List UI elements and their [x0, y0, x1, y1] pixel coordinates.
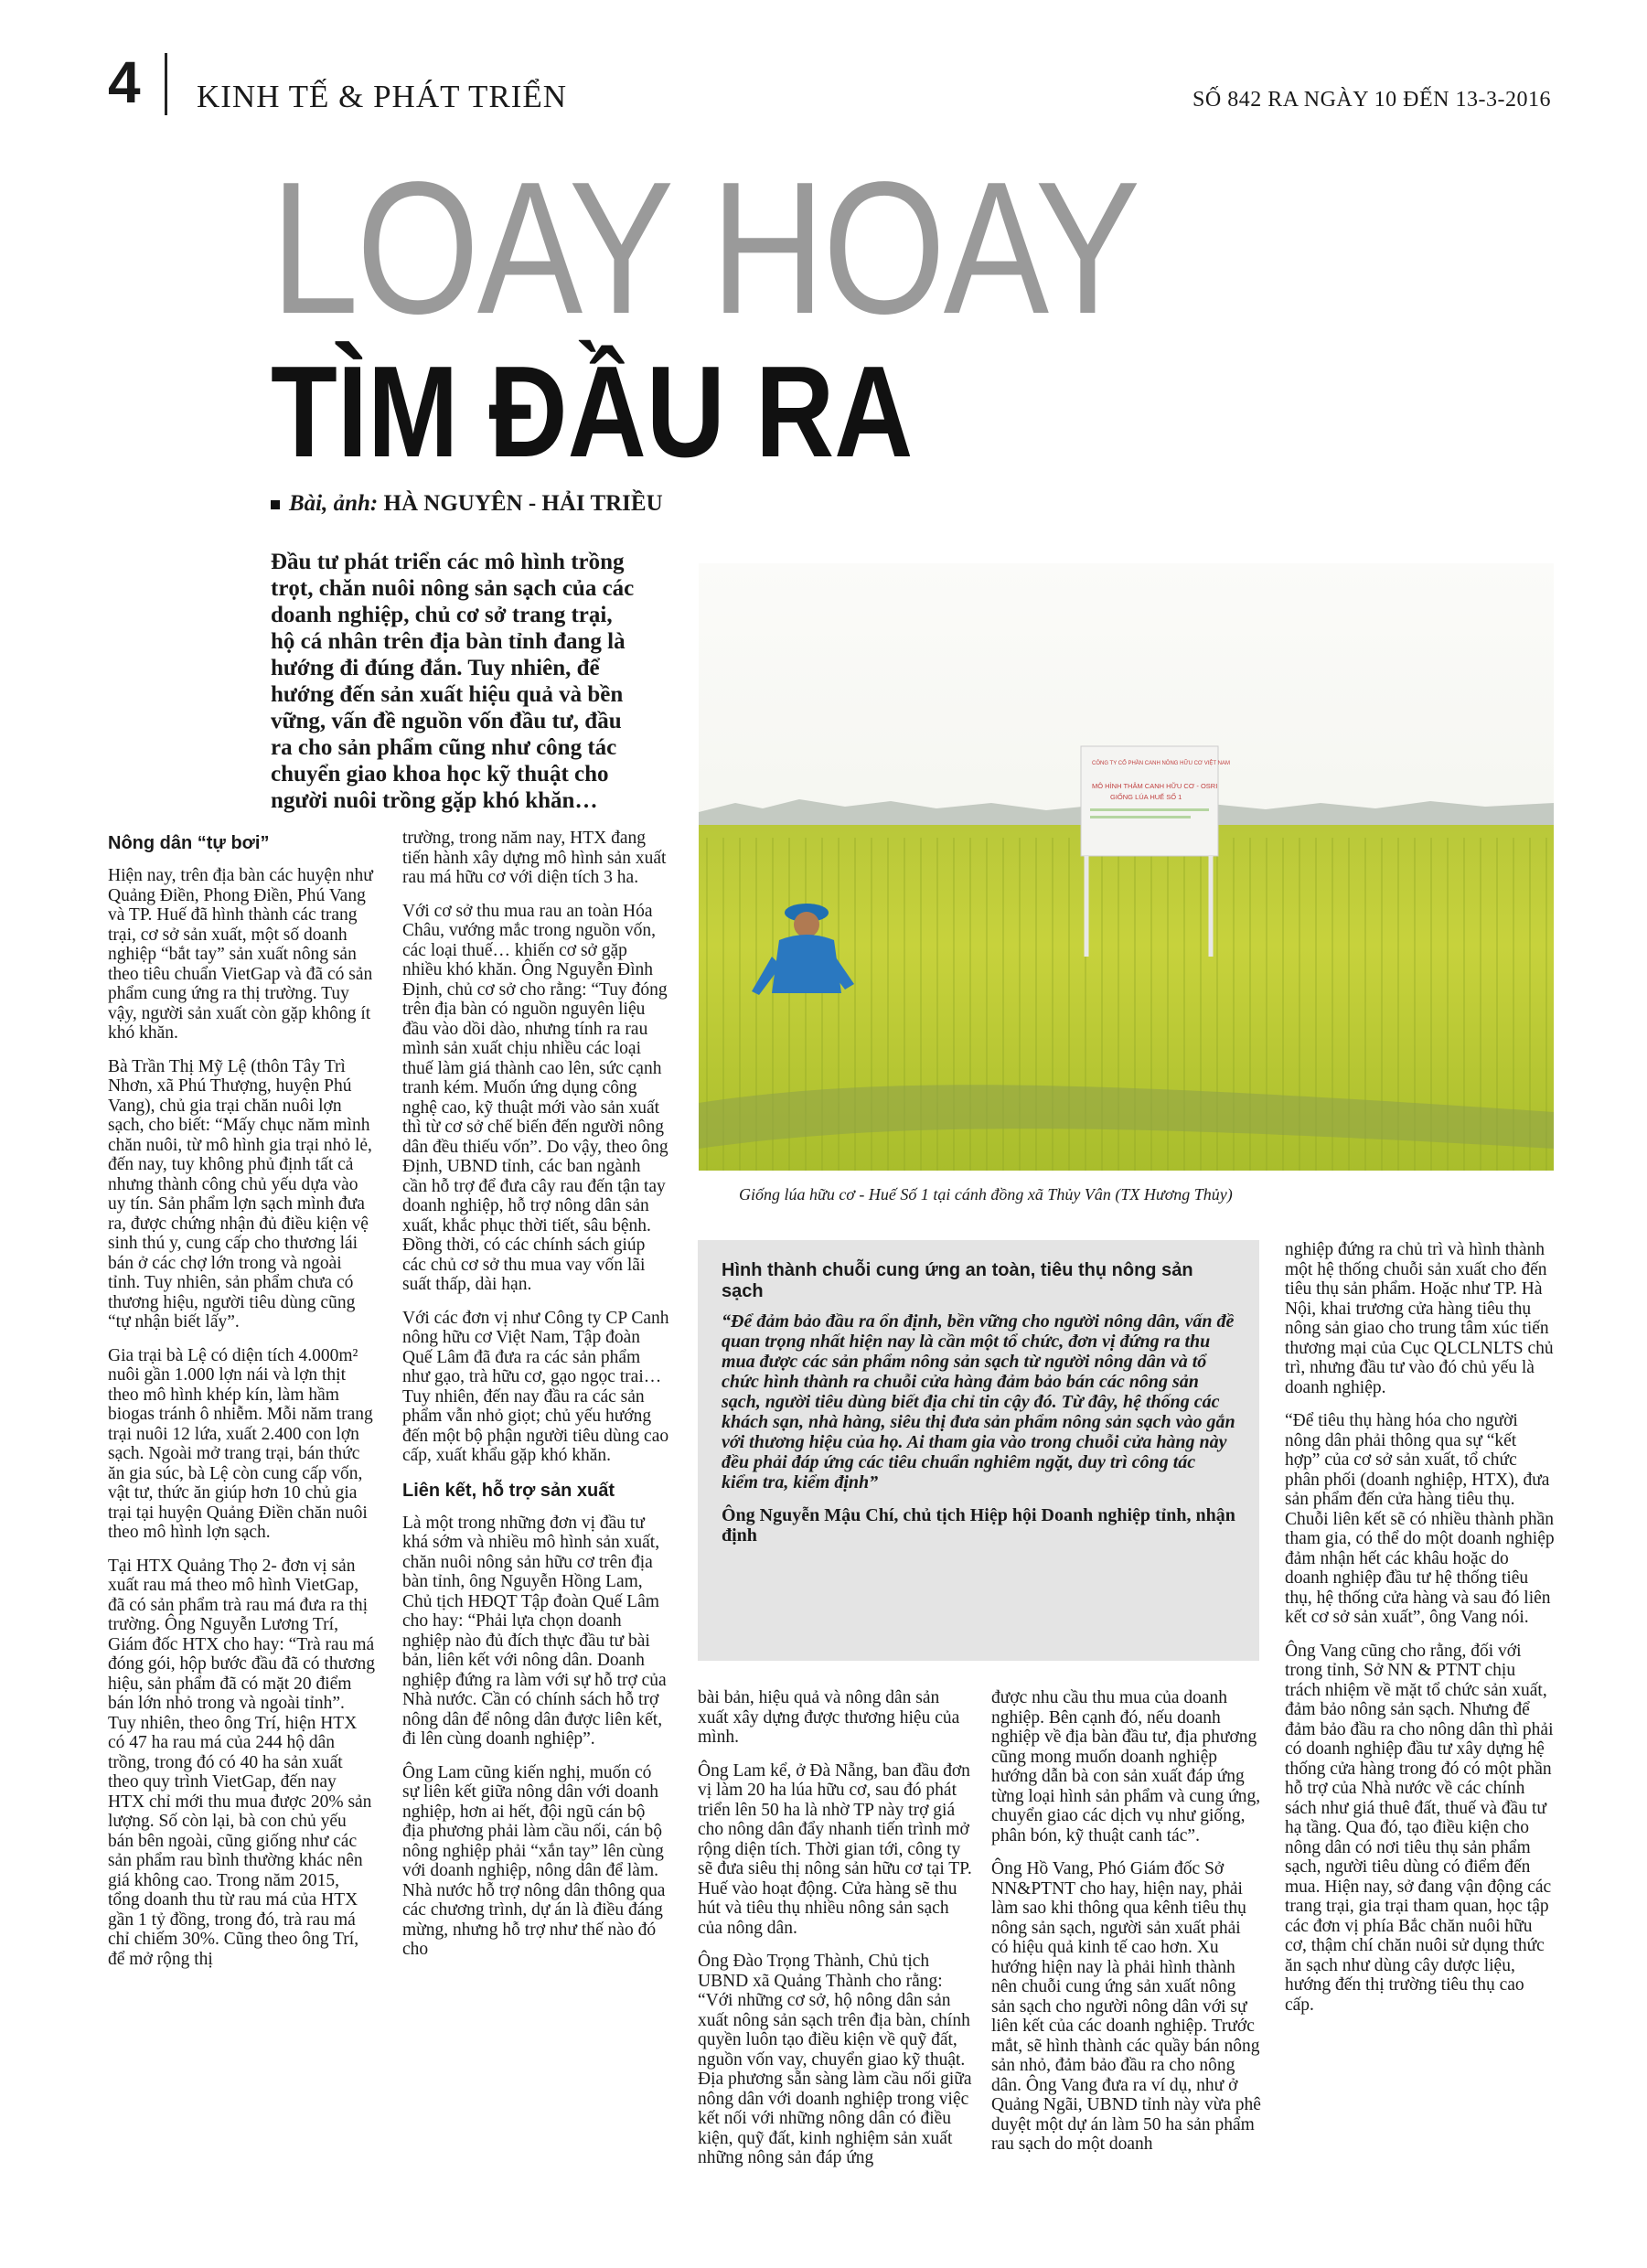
paragraph: Ông Lam kể, ở Đà Nẵng, ban đầu đơn vị làm 20 ha lúa hữu cơ, sau đó phát triển lên 50 ha là nhờ TP này trợ giá cho nông dân đẩy nhanh tiến trình mở rộng diện tích. Thời gian tới, công ty sẽ đưa siêu thị nông sản hữu cơ tại TP. Huế vào hoạt động. Cửa hàng sẽ thu hút và tiêu thụ nhiều nông sản sạch của nông dân. — [698, 1760, 972, 1938]
box-heading: Hình thành chuỗi cung ứng an toàn, tiêu thụ nông sản sạch — [722, 1260, 1193, 1301]
lead-paragraph: Đầu tư phát triển các mô hình trồng trọt, chăn nuôi nông sản sạch của các doanh nghiệp, chủ cơ sở trang trại, hộ cá nhân trên địa bàn tỉnh đang là hướng đi đúng đắn. Tuy nhiên, để hướng đến sản xuất hiệu quả và bền vững, vấn đề nguồn vốn đầu tư, đầu ra cho sản phẩm cũng như công tác chuyển giao khoa học kỹ thuật cho người nuôi trồng gặp khó khăn… — [271, 550, 635, 813]
issue-info: SỐ 842 RA NGÀY 10 ĐẾN 13-3-2016 — [1192, 88, 1551, 112]
paragraph: Ông Đào Trọng Thành, Chủ tịch UBND xã Quảng Thành cho rằng: “Với những cơ sở, hộ nông dân sản xuất nông sản sạch trên địa bàn, chính quyền luôn tạo điều kiện về quỹ đất, nguồn vốn vay, chuyển giao kỹ thuật. Địa phương sẵn sàng làm cầu nối giữa nông dân với doanh nghiệp trong việc kết nối với những nông dân có điều kiện, quỹ đất, kinh nghiệm sản xuất những nông sản đáp ứng — [698, 1952, 972, 2167]
sidebar-quote-box — [698, 1240, 1259, 1661]
sign-variety: GIỐNG LÚA HUẾ SỐ 1 — [1110, 793, 1182, 801]
column-2 — [402, 829, 669, 1974]
header-divider — [165, 53, 167, 115]
paragraph: Bà Trần Thị Mỹ Lệ (thôn Tây Trì Nhơn, xã Phú Thượng, huyện Phú Vang), chủ gia trại chăn nuôi lợn sạch, cho biết: “Mấy chục năm mình chăn nuôi, từ mô hình gia trại nhỏ lẻ, đến nay, tuy không phủ định tất cả nhưng thành công chủ yếu dựa vào uy tín. Sản phẩm lợn sạch mình đưa ra, được chứng nhận đủ điều kiện vệ sinh thú y, cung cấp cho thương lái bán ở các chợ lớn trong và ngoài tỉnh. Tuy nhiên, sản phẩm chưa có thương hiệu, người tiêu dùng cũng “tự nhận biết lấy”. — [108, 1056, 372, 1332]
paragraph: Hiện nay, trên địa bàn các huyện như Quảng Điền, Phong Điền, Phú Vang và TP. Huế đã hình thành các trang trại, cơ sở sản xuất, một số doanh nghiệp “bắt tay” sản xuất nông sản theo tiêu chuẩn VietGap và đã có sản phẩm cung ứng ra thị trường. Tuy vậy, người sản xuất còn gặp không ít khó khăn. — [108, 866, 373, 1043]
paragraph: nghiệp đứng ra chủ trì và hình thành một hệ thống chuỗi sản xuất cho đến tiêu thụ sản phẩm. Hoặc như TP. Hà Nội, khai trương cửa hàng tiêu thụ nông sản giao cho trung tâm xúc tiến thương mại của Cục QLCLNLTS chủ trì, nhưng đầu tư vào đó chủ yếu là doanh nghiệp. — [1285, 1240, 1554, 1397]
byline — [271, 491, 663, 517]
paragraph: bài bản, hiệu quả và nông dân sản xuất xây dựng được thương hiệu của mình. — [698, 1688, 960, 1747]
article-photo — [699, 563, 1554, 1171]
rice-field-photo — [699, 563, 1554, 1171]
section-title: KINH TẾ & PHÁT TRIỂN — [197, 79, 567, 114]
paragraph: Ông Hồ Vang, Phó Giám đốc Sở NN&PTNT cho hay, hiện nay, phải làm sao khi thông qua kênh tiêu thụ nông sản sạch, người sản xuất phải có hiệu quả kinh tế cao hơn. Xu hướng hiện nay là phải hình thành nên chuỗi cung ứng sản xuất nông sản sạch cho người nông dân với sự liên kết của các doanh nghiệp. Trước mắt, sẽ hình thành các quầy bán nông sản nhỏ, đảm bảo đầu ra cho nông dân. Ông Vang đưa ra ví dụ, như ở Quảng Ngãi, UBND tỉnh này vừa phê duyệt một dự án làm 50 ha sản phẩm rau sạch do một doanh — [991, 1859, 1261, 2154]
box-quote: “Để đảm bảo đầu ra ổn định, bền vững cho người nông dân, vấn đề quan trọng nhất hiện nay là cần một tổ chức, đơn vị đứng ra thu mua được các sản phẩm nông sản sạch từ người nông dân và tổ chức hình thành ra chuỗi cửa hàng đảm bảo bán các nông sản sạch, người tiêu dùng biết địa chỉ tin cậy đó. Từ đây, hệ thống các khách sạn, nhà hàng, siêu thị đưa sản phẩm nông sản sạch vào gắn với thương hiệu của họ. Ai tham gia vào trong chuỗi cửa hàng này đều phải đáp ứng các tiêu chuẩn nghiêm ngặt, duy trì công tác kiểm tra, kiểm định” — [722, 1311, 1235, 1492]
paragraph: Tại HTX Quảng Thọ 2- đơn vị sản xuất rau má theo mô hình VietGap, đã có sản phẩm trà rau má đưa ra thị trường. Ông Nguyễn Lương Trí, Giám đốc HTX cho hay: “Trà rau má đóng gói, hộp bước đầu đã có thương hiệu, sản phẩm đã có mặt 20 điểm bán lớn nhỏ trong và ngoài tỉnh”. Tuy nhiên, theo ông Trí, hiện HTX có 47 ha rau má của 244 hộ dân trồng, trong đó có 40 ha sản xuất theo quy trình VietGap, đến nay HTX chỉ mới thu mua được 20% sản lượng. Số còn lại, bà con chủ yếu bán bên ngoài, cũng giống như các sản phẩm rau bình thường khác nên giá không cao. Trong năm 2015, tổng doanh thu từ rau má của HTX gần 1 tỷ đồng, trong đó, trà rau má chỉ chiếm 30%. Cũng theo ông Trí, để mở rộng thị — [108, 1556, 375, 1969]
box-attribution: Ông Nguyễn Mậu Chí, chủ tịch Hiệp hội Doanh nghiệp tỉnh, nhận định — [722, 1505, 1235, 1546]
headline-line-1: LOAY HOAY — [271, 143, 1139, 353]
paragraph: Với cơ sở thu mua rau an toàn Hóa Châu, vướng mắc trong nguồn vốn, các loại thuế… khiến cơ sở gặp nhiều khó khăn. Ông Nguyễn Đình Định, chủ cơ sở cho rằng: “Tuy đóng trên địa bàn có nguồn nguyên liệu đầu vào dồi dào, nhưng tính ra rau mình sản xuất chịu nhiều các loại thuế làm giá thành cao lên, sức cạnh tranh kém. Muốn ứng dụng công nghệ cao, kỹ thuật mới vào sản xuất thì từ cơ sở chế biến đến người nông dân đều thiếu vốn”. Do vậy, theo ông Định, UBND tỉnh, các ban ngành cần hỗ trợ để đưa cây rau đến tận tay doanh nghiệp, hỗ trợ nông dân sản xuất, khắc phục thời tiết, sâu bệnh. Đồng thời, có các chính sách giúp các chủ cơ sở thu mua vay vốn lãi suất thấp, dài hạn. — [402, 901, 668, 1294]
paragraph: Gia trại bà Lệ có diện tích 4.000m² nuôi gần 1.000 lợn nái và lợn thịt theo mô hình khép kín, làm hầm biogas tránh ô nhiễm. Mỗi năm trang trại nuôi 12 lứa, xuất 2.400 con lợn sạch. Ngoài mở trang trại, bán thức ăn gia súc, bà Lệ còn cung cấp vốn, vật tư, thức ăn giúp hơn 10 chủ gia trại tại huyện Quảng Điền chăn nuôi theo mô hình lợn sạch. — [108, 1345, 373, 1542]
subheading-linkage: Liên kết, hỗ trợ sản xuất — [402, 1480, 615, 1501]
paragraph: được nhu cầu thu mua của doanh nghiệp. Bên cạnh đó, nếu doanh nghiệp về địa bàn đầu tư, địa phương cũng mong muốn doanh nghiệp hướng dẫn bà con sản xuất đáp ứng từng loại hình sản phẩm và cung ứng, chuyển giao các dịch vụ như giống, phân bón, kỹ thuật canh tác”. — [991, 1688, 1261, 1845]
paragraph: “Để tiêu thụ hàng hóa cho người nông dân phải thông qua sự “kết hợp” của cơ sở sản xuất, tổ chức phân phối (doanh nghiệp, HTX), đưa sản phẩm đến cửa hàng tiêu thụ. Chuỗi liên kết sẽ có nhiều thành phần tham gia, có thể do một doanh nghiệp đảm nhận hết các khâu hoặc do doanh nghiệp đầu tư hệ thống tiêu thụ, hệ thống cửa hàng và sau đó liên kết cơ sở sản xuất”, ông Vang nói. — [1285, 1411, 1555, 1627]
column-3 — [698, 1688, 974, 2182]
sign-company: CÔNG TY CỔ PHẦN CANH NÔNG HỮU CƠ VIỆT NAM — [1092, 761, 1230, 766]
paragraph: Ông Vang cũng cho rằng, đối với trong tỉnh, Sở NN & PTNT chịu trách nhiệm về mặt tổ chức sản xuất, đảm bảo nông sản sạch. Nhưng để đảm bảo đầu ra cho nông dân thì phải có doanh nghiệp đầu tư xây dựng hệ thống cửa hàng trong đó có một phần hỗ trợ của Nhà nước về các chính sách như giá thuê đất, thuế và đầu tư hạ tầng. Qua đó, tạo điều kiện cho nông dân có nơi tiêu thụ sản phẩm sạch, người tiêu dùng có điểm đến mua. Hiện nay, sở đang vận động các trang trại, gia trại tham quan, học tập các đơn vị phía Bắc chăn nuôi hữu cơ, thậm chí chăn nuôi sử dụng thức ăn sạch như dùng cây dược liệu, hướng đến thị trường tiêu thụ cao cấp. — [1285, 1641, 1554, 2015]
bullet-square-icon — [271, 500, 280, 509]
byline-label: Bài, ảnh: — [289, 491, 379, 516]
column-5 — [1285, 1240, 1555, 2028]
paragraph: Ông Lam cũng kiến nghị, muốn có sự liên kết giữa nông dân với doanh nghiệp, hơn ai hết, đội ngũ cán bộ địa phương phải làm cầu nối, cán bộ nông nghiệp phải “xắn tay” lên cùng với doanh nghiệp, nông dân để làm. Nhà nước hỗ trợ nông dân thông qua các chương trình, dự án là điều đáng mừng, nhưng hỗ trợ như thế nào đó cho — [402, 1762, 666, 1959]
paragraph: trường, trong năm nay, HTX đang tiến hành xây dựng mô hình sản xuất rau má hữu cơ với diện tích 3 ha. — [402, 829, 667, 887]
paragraph: Là một trong những đơn vị đầu tư khá sớm và nhiều mô hình sản xuất, chăn nuôi nông sản hữu cơ trên địa bàn tỉnh, ông Nguyễn Hồng Lam, Chủ tịch HĐQT Tập đoàn Quế Lâm cho hay: “Phải lựa chọn doanh nghiệp nào đủ đích thực đầu tư bài bản, liên kết với nông dân. Doanh nghiệp đứng ra làm với sự hỗ trợ của Nhà nước. Cần có chính sách hỗ trợ nông dân để nông dân được liên kết, đi lên cùng doanh nghiệp”. — [402, 1513, 667, 1749]
headline-line-2: TÌM ĐẦU RA — [271, 339, 914, 485]
paragraph: Với các đơn vị như Công ty CP Canh nông hữu cơ Việt Nam, Tập đoàn Quế Lâm đã đưa ra các sản phẩm như gạo, trà hữu cơ, gạo ngọc trai…Tuy nhiên, đến nay đầu ra các sản phẩm vẫn nhỏ giọt; chủ yếu hướng đến một bộ phận người tiêu dùng cao cấp, xuất khẩu gặp khó khăn. — [402, 1308, 669, 1465]
byline-authors: HÀ NGUYÊN - HẢI TRIỀU — [383, 491, 663, 516]
sign-model: MÔ HÌNH THÂM CANH HỮU CƠ - OSRI — [1092, 782, 1218, 790]
column-4 — [991, 1688, 1261, 2168]
subheading-farmers: Nông dân “tự bơi” — [108, 833, 270, 853]
page-number: 4 — [108, 49, 141, 115]
photo-caption: Giống lúa hữu cơ - Huế Số 1 tại cánh đồng xã Thủy Vân (TX Hương Thủy) — [739, 1185, 1233, 1204]
column-1 — [108, 832, 375, 1983]
